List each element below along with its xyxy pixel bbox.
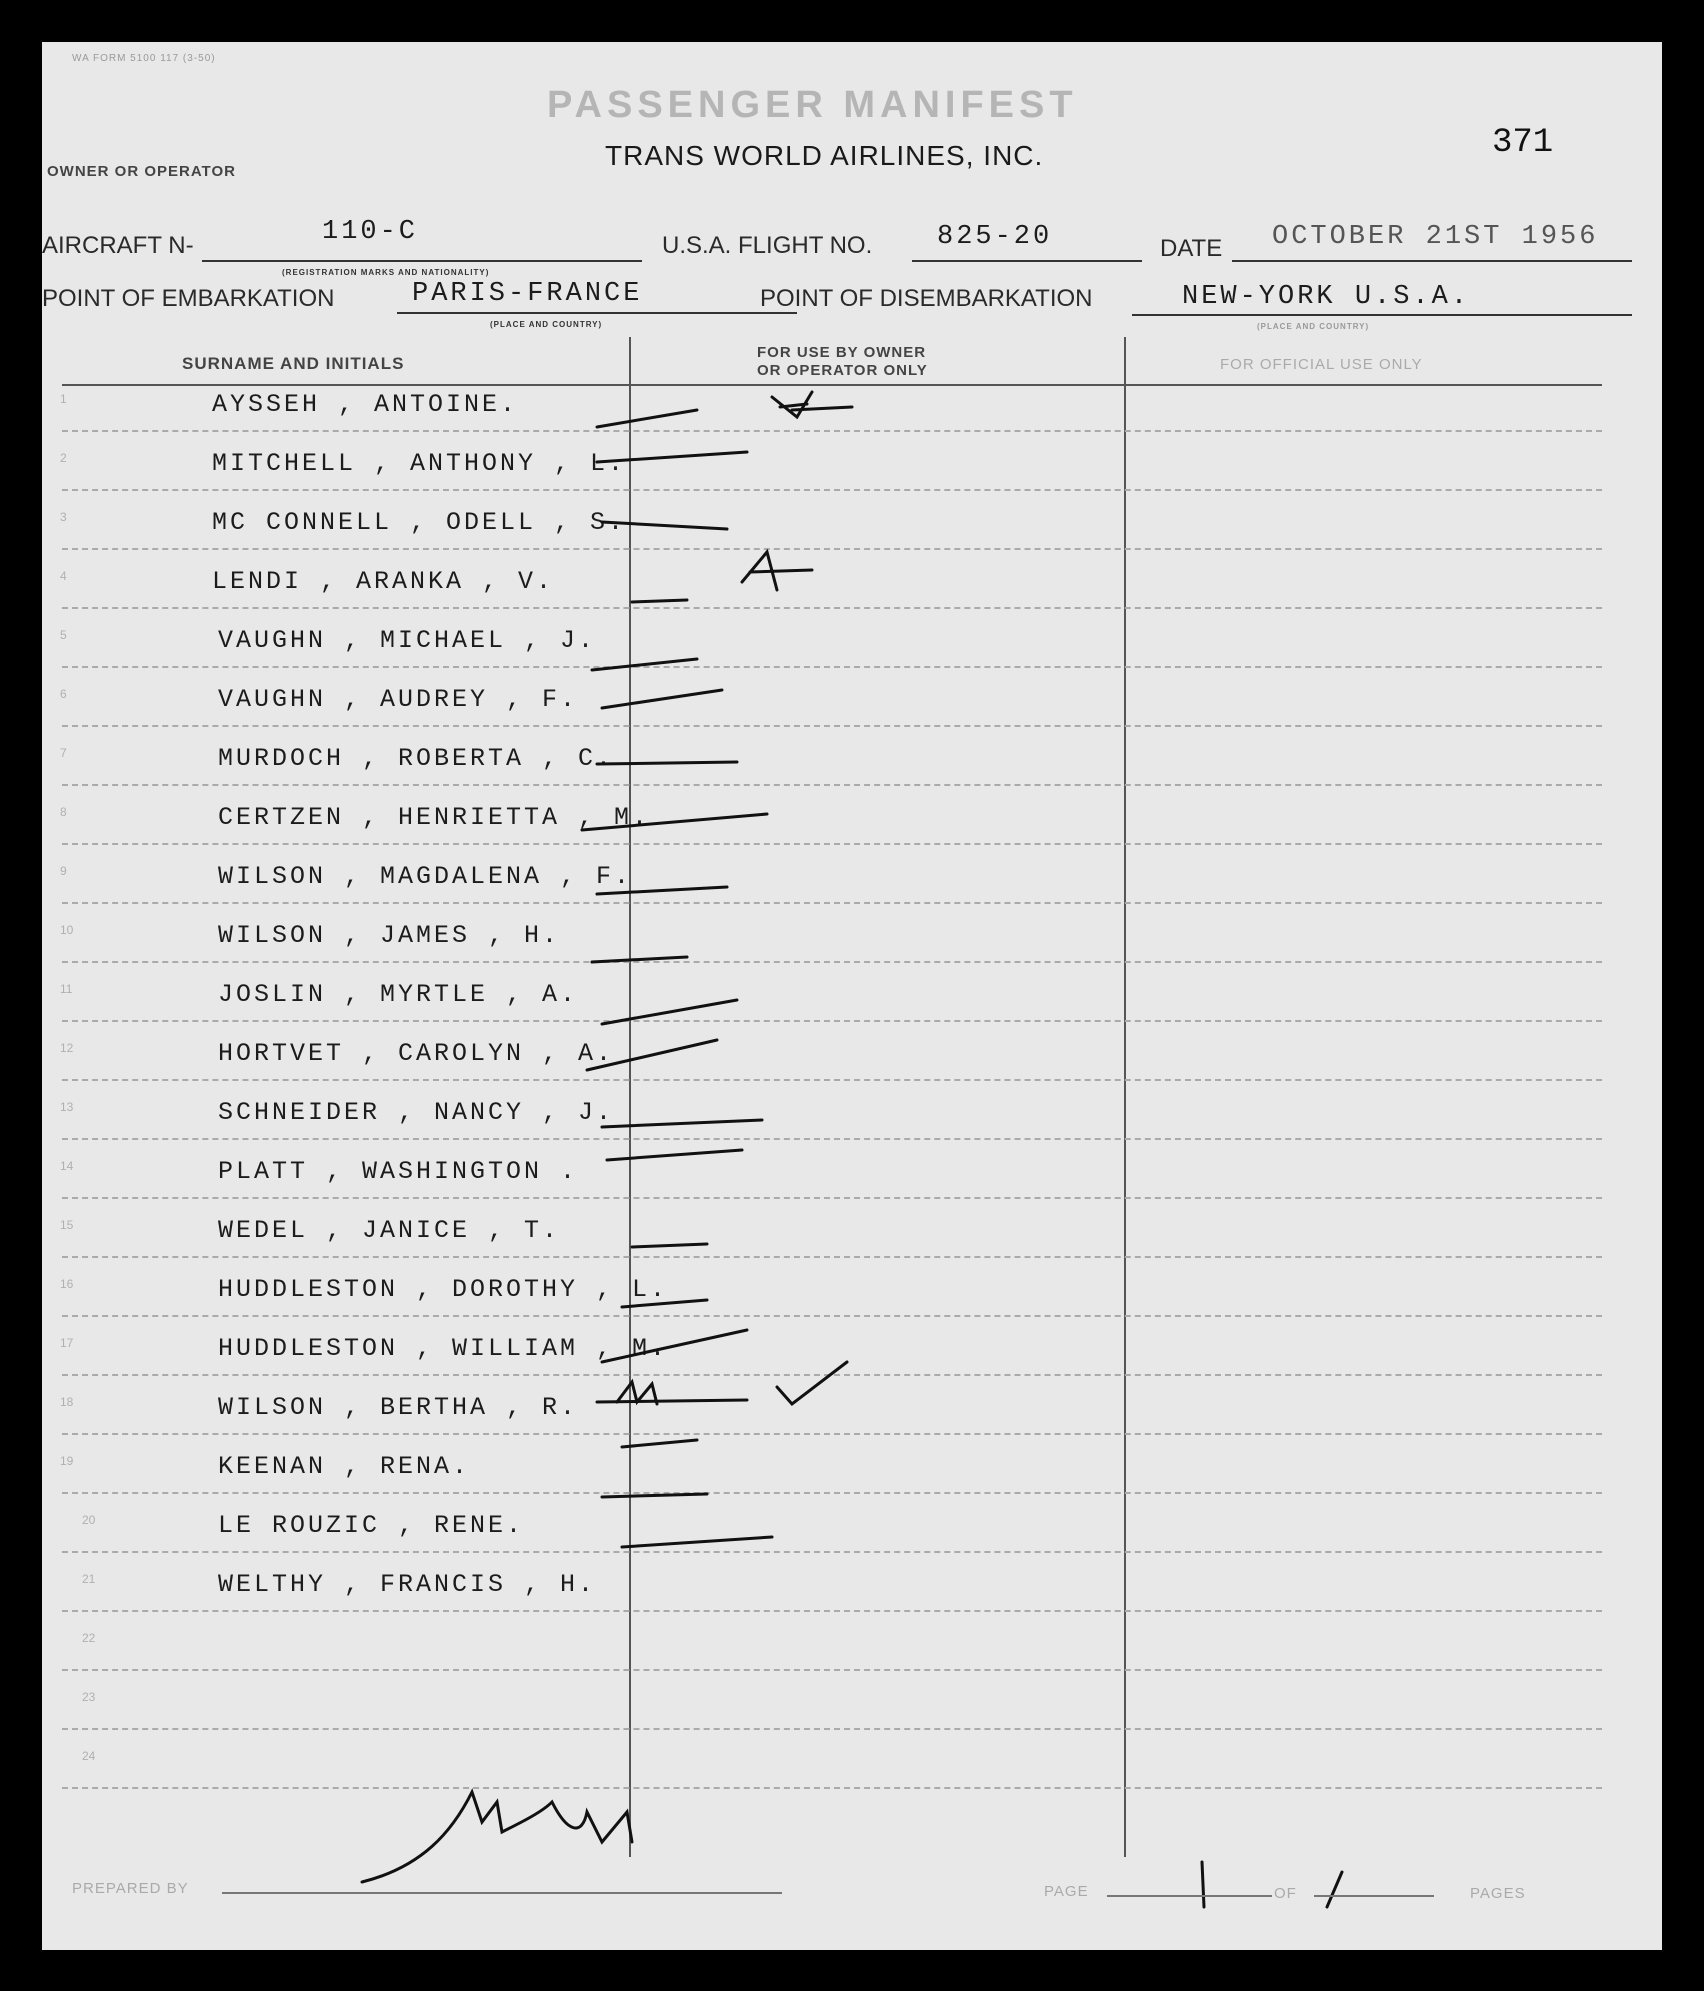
handwritten-checkmark bbox=[777, 1362, 847, 1404]
handwritten-dash-2 bbox=[597, 452, 747, 462]
handwritten-dash-6 bbox=[602, 690, 722, 708]
passenger-name: WILSON , MAGDALENA , F. bbox=[218, 862, 633, 891]
row-number: 6 bbox=[60, 687, 67, 701]
row-number: 13 bbox=[60, 1100, 74, 1114]
passenger-name: AYSSEH , ANTOINE. bbox=[212, 390, 519, 419]
owner-label: OWNER OR OPERATOR bbox=[47, 163, 236, 180]
row-number: 24 bbox=[82, 1749, 96, 1763]
embarkation-label: POINT OF EMBARKATION bbox=[42, 285, 335, 312]
passenger-name: MC CONNELL , ODELL , S. bbox=[212, 508, 627, 537]
aircraft-label: AIRCRAFT N- bbox=[42, 232, 194, 259]
page-label: PAGE bbox=[1044, 1883, 1089, 1900]
column-header-owner-use-1: FOR USE BY OWNER bbox=[757, 344, 927, 361]
passenger-name: VAUGHN , AUDREY , F. bbox=[218, 685, 579, 714]
column-header-official-use: FOR OFFICIAL USE ONLY bbox=[1220, 356, 1423, 373]
row-number: 7 bbox=[60, 746, 67, 760]
page-total-value bbox=[1342, 1864, 1343, 1865]
row-number: 15 bbox=[60, 1218, 74, 1232]
handwritten-dash-15 bbox=[632, 1244, 707, 1247]
airline-name: TRANS WORLD AIRLINES, INC. bbox=[605, 140, 1044, 171]
handwritten-dash-4 bbox=[632, 600, 687, 602]
row-number: 3 bbox=[60, 510, 67, 524]
handwritten-dash-16 bbox=[622, 1300, 707, 1307]
pages-label: PAGES bbox=[1470, 1885, 1526, 1902]
handwritten-mark-a-1 bbox=[772, 392, 852, 417]
flight-label: U.S.A. FLIGHT NO. bbox=[662, 232, 873, 259]
handwritten-dash-5 bbox=[592, 659, 697, 670]
page-title: PASSENGER MANIFEST bbox=[547, 84, 1078, 126]
passenger-name: PLATT , WASHINGTON . bbox=[218, 1157, 579, 1186]
passenger-name: WEDEL , JANICE , T. bbox=[218, 1216, 561, 1245]
row-number: 10 bbox=[60, 923, 74, 937]
handwritten-dash-3 bbox=[602, 522, 727, 529]
disembarkation-sub-label: (PLACE AND COUNTRY) bbox=[1257, 322, 1370, 331]
handwritten-page-one bbox=[1202, 1862, 1204, 1907]
row-number: 2 bbox=[60, 451, 67, 465]
row-number: 11 bbox=[60, 982, 73, 996]
column-header-owner-use-2: OR OPERATOR ONLY bbox=[757, 362, 928, 379]
row-number: 19 bbox=[60, 1454, 74, 1468]
passenger-name: HORTVET , CAROLYN , A. bbox=[218, 1039, 615, 1068]
handwritten-dash-21 bbox=[622, 1537, 772, 1547]
row-number: 14 bbox=[60, 1159, 74, 1173]
row-number: 23 bbox=[82, 1690, 96, 1704]
row-number: 1 bbox=[60, 392, 67, 406]
prepared-by-label: PREPARED BY bbox=[72, 1880, 189, 1897]
passenger-name: JOSLIN , MYRTLE , A. bbox=[218, 980, 579, 1009]
passenger-name: CERTZEN , HENRIETTA , M. bbox=[218, 803, 651, 832]
handwritten-dash-11 bbox=[602, 1000, 737, 1024]
of-label: OF bbox=[1274, 1885, 1297, 1902]
handwritten-dash-17 bbox=[602, 1330, 747, 1362]
row-number: 12 bbox=[60, 1041, 74, 1055]
handwritten-dash-9 bbox=[597, 887, 727, 894]
handwritten-dash-7 bbox=[597, 762, 737, 764]
passenger-name: MITCHELL , ANTHONY , L. bbox=[212, 449, 627, 478]
passenger-name: WILSON , JAMES , H. bbox=[218, 921, 561, 950]
handwritten-dash-8 bbox=[582, 814, 767, 830]
disembarkation-label: POINT OF DISEMBARKATION bbox=[760, 285, 1093, 312]
handwritten-dash-14 bbox=[607, 1150, 742, 1160]
handwritten-dash-10 bbox=[592, 957, 687, 962]
passenger-name: HUDDLESTON , WILLIAM , M. bbox=[218, 1334, 669, 1363]
row-number: 9 bbox=[60, 864, 67, 878]
row-number: 18 bbox=[60, 1395, 74, 1409]
disembarkation-value: NEW-YORK U.S.A. bbox=[1182, 282, 1471, 312]
embarkation-value: PARIS-FRANCE bbox=[412, 279, 643, 309]
preparer-signature bbox=[362, 1792, 632, 1882]
page-value bbox=[1212, 1864, 1213, 1865]
passenger-name: HUDDLESTON , DOROTHY , L. bbox=[218, 1275, 669, 1304]
aircraft-value: 110-C bbox=[322, 217, 419, 247]
handwriting-overlay bbox=[42, 42, 1662, 1950]
passenger-name: LE ROUZIC , RENE. bbox=[218, 1511, 525, 1540]
handwritten-mark-a-2 bbox=[742, 552, 812, 590]
passenger-name: WILSON , BERTHA , R. bbox=[218, 1393, 579, 1422]
sheet-number: 371 bbox=[1492, 124, 1554, 162]
passenger-name: SCHNEIDER , NANCY , J. bbox=[218, 1098, 615, 1127]
row-number: 21 bbox=[82, 1572, 96, 1586]
manifest-sheet bbox=[42, 42, 1662, 1950]
row-number: 16 bbox=[60, 1277, 74, 1291]
passenger-name: MURDOCH , ROBERTA , C. bbox=[218, 744, 615, 773]
column-header-name: SURNAME AND INITIALS bbox=[182, 354, 405, 373]
handwritten-dash-19 bbox=[622, 1440, 697, 1447]
row-number: 22 bbox=[82, 1631, 96, 1645]
handwritten-page-total bbox=[1327, 1872, 1342, 1907]
row-number: 5 bbox=[60, 628, 67, 642]
row-number: 8 bbox=[60, 805, 67, 819]
handwritten-dash-20 bbox=[602, 1494, 707, 1497]
form-number: WA FORM 5100 117 (3-50) bbox=[72, 53, 216, 64]
row-number: 17 bbox=[60, 1336, 74, 1350]
passenger-name: WELTHY , FRANCIS , H. bbox=[218, 1570, 597, 1599]
passenger-name: LENDI , ARANKA , V. bbox=[212, 567, 555, 596]
row-number: 20 bbox=[82, 1513, 96, 1527]
aircraft-sub-label: (REGISTRATION MARKS AND NATIONALITY) bbox=[282, 268, 490, 277]
row-number: 4 bbox=[60, 569, 67, 583]
date-value: OCTOBER 21ST 1956 bbox=[1272, 222, 1599, 252]
embarkation-sub-label: (PLACE AND COUNTRY) bbox=[490, 320, 603, 329]
handwritten-dash-12 bbox=[587, 1040, 717, 1070]
passenger-name: KEENAN , RENA. bbox=[218, 1452, 471, 1481]
flight-value: 825-20 bbox=[937, 222, 1053, 252]
handwritten-dash-1 bbox=[597, 410, 697, 427]
handwritten-dash-13 bbox=[602, 1120, 762, 1127]
passenger-name: VAUGHN , MICHAEL , J. bbox=[218, 626, 597, 655]
date-label: DATE bbox=[1160, 235, 1223, 262]
